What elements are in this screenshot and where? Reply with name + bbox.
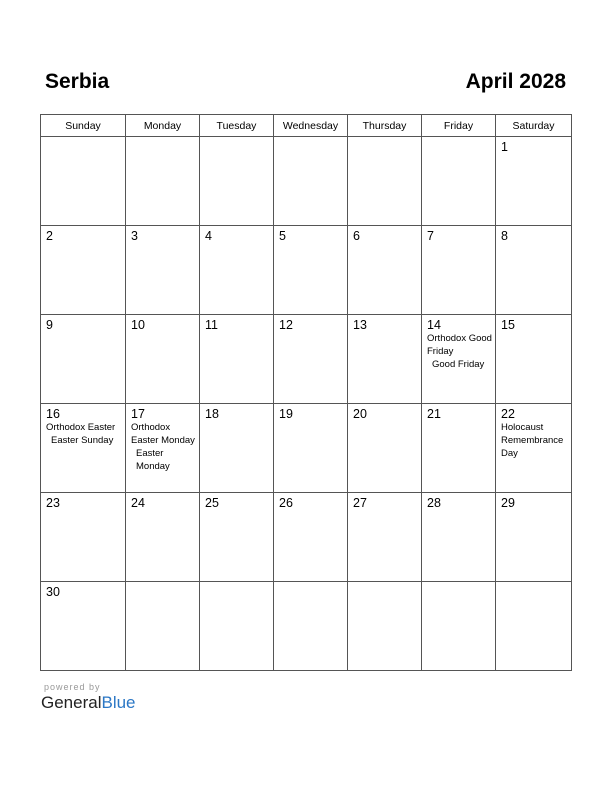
holiday-label: Orthodox Easter xyxy=(46,422,116,433)
day-number: 25 xyxy=(205,496,219,510)
day-cell xyxy=(41,226,126,315)
country-title: Serbia xyxy=(45,70,110,93)
day-number: 4 xyxy=(205,229,212,243)
day-cell xyxy=(422,315,496,404)
day-number: 7 xyxy=(427,229,434,243)
day-cell xyxy=(496,226,572,315)
day-number: 16 xyxy=(46,407,60,421)
day-number: 30 xyxy=(46,585,60,599)
brand-blue: Blue xyxy=(101,693,136,712)
weekday-header: Tuesday xyxy=(200,115,274,137)
day-number: 20 xyxy=(353,407,367,421)
day-cell xyxy=(126,226,200,315)
day-cell xyxy=(126,493,200,582)
day-number: 10 xyxy=(131,318,145,332)
day-cell xyxy=(200,404,274,493)
day-number: 11 xyxy=(205,318,218,332)
brand-general: General xyxy=(41,693,102,712)
holiday-label: Orthodox Easter Monday xyxy=(131,422,195,446)
empty-day-cell xyxy=(274,137,348,226)
holiday-label: Good Friday xyxy=(432,359,485,370)
week-row xyxy=(41,582,572,671)
day-number: 8 xyxy=(501,229,508,243)
day-number: 17 xyxy=(131,407,145,421)
weekday-header: Wednesday xyxy=(274,115,348,137)
day-cell xyxy=(41,315,126,404)
weekday-header: Saturday xyxy=(496,115,572,137)
day-cell xyxy=(274,315,348,404)
day-number: 24 xyxy=(131,496,145,510)
weekday-header: Friday xyxy=(422,115,496,137)
day-cell xyxy=(200,315,274,404)
day-cell xyxy=(496,493,572,582)
day-cell xyxy=(41,582,126,671)
holiday-label: Orthodox Good Friday xyxy=(427,333,492,357)
day-number: 21 xyxy=(427,407,441,421)
weekday-header: Monday xyxy=(126,115,200,137)
day-cell xyxy=(348,226,422,315)
empty-day-cell xyxy=(422,582,496,671)
week-row xyxy=(41,315,572,404)
weekday-header: Sunday xyxy=(41,115,126,137)
day-cell xyxy=(348,493,422,582)
day-cell xyxy=(422,493,496,582)
empty-day-cell xyxy=(200,137,274,226)
empty-day-cell xyxy=(348,582,422,671)
day-number: 6 xyxy=(353,229,360,243)
day-number: 28 xyxy=(427,496,441,510)
day-cell xyxy=(348,404,422,493)
day-number: 13 xyxy=(353,318,367,332)
day-cell xyxy=(41,493,126,582)
week-row xyxy=(41,226,572,315)
weekday-header: Thursday xyxy=(348,115,422,137)
empty-day-cell xyxy=(348,137,422,226)
day-cell xyxy=(274,493,348,582)
weekday-header-row xyxy=(41,115,572,137)
day-cell xyxy=(496,315,572,404)
day-cell xyxy=(348,315,422,404)
day-cell xyxy=(496,137,572,226)
day-cell xyxy=(41,404,126,493)
day-number: 19 xyxy=(279,407,293,421)
day-number: 23 xyxy=(46,496,60,510)
holiday-label: Easter Monday xyxy=(136,448,170,472)
day-cell xyxy=(422,226,496,315)
day-cell xyxy=(200,493,274,582)
day-number: 5 xyxy=(279,229,286,243)
day-number: 3 xyxy=(131,229,138,243)
day-number: 15 xyxy=(501,318,515,332)
empty-day-cell xyxy=(200,582,274,671)
day-cell xyxy=(126,315,200,404)
day-number: 1 xyxy=(501,140,508,154)
day-number: 14 xyxy=(427,318,441,332)
calendar-grid xyxy=(40,114,572,671)
holiday-label: Holocaust Remembrance Day xyxy=(501,422,564,459)
day-cell xyxy=(274,404,348,493)
day-number: 2 xyxy=(46,229,53,243)
day-cell xyxy=(496,404,572,493)
generalblue-logo[interactable] xyxy=(41,693,136,713)
day-number: 22 xyxy=(501,407,515,421)
day-number: 9 xyxy=(46,318,53,332)
empty-day-cell xyxy=(274,582,348,671)
empty-day-cell xyxy=(126,137,200,226)
day-number: 27 xyxy=(353,496,367,510)
day-number: 29 xyxy=(501,496,515,510)
day-cell xyxy=(126,404,200,493)
day-cell xyxy=(200,226,274,315)
day-cell xyxy=(274,226,348,315)
day-number: 12 xyxy=(279,318,293,332)
month-year-title: April 2028 xyxy=(465,70,566,93)
week-row xyxy=(41,404,572,493)
day-number: 26 xyxy=(279,496,293,510)
empty-day-cell xyxy=(41,137,126,226)
holiday-label: Easter Sunday xyxy=(51,435,114,446)
empty-day-cell xyxy=(422,137,496,226)
powered-by-text: powered by xyxy=(44,682,101,692)
empty-day-cell xyxy=(496,582,572,671)
day-cell xyxy=(422,404,496,493)
day-number: 18 xyxy=(205,407,219,421)
week-row xyxy=(41,493,572,582)
week-row xyxy=(41,137,572,226)
empty-day-cell xyxy=(126,582,200,671)
